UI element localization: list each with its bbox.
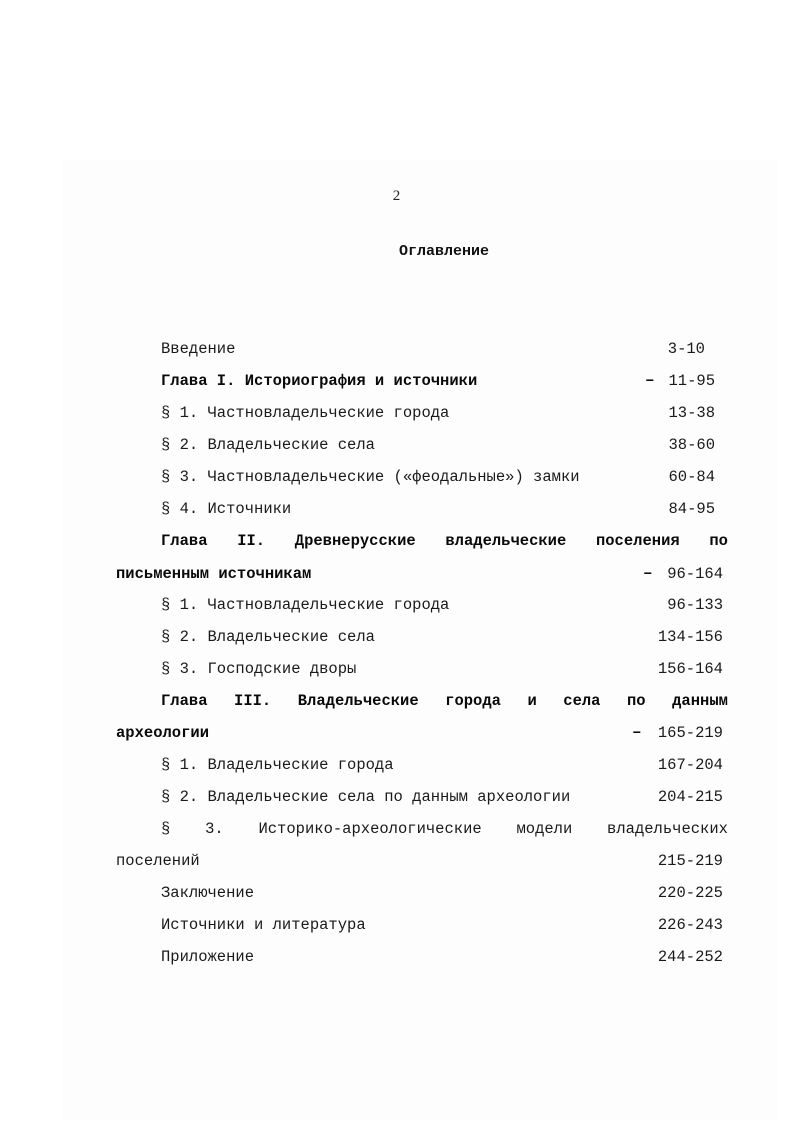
toc-entry-conclusion: Заключение <box>161 884 255 902</box>
page-number: 2 <box>392 188 401 204</box>
toc-pages-appendix: 244-252 <box>657 948 723 966</box>
toc-entry-ch2-s2: § 2. Владельческие села <box>161 628 375 646</box>
toc-pages-chapter-3: 165-219 <box>657 724 723 742</box>
toc-word: Глава <box>161 692 208 710</box>
toc-pages-ch1-s4: 84-95 <box>668 500 715 518</box>
toc-dash-chapter-3: – <box>632 723 642 741</box>
toc-word: II. <box>237 532 266 550</box>
toc-entry-ch3-s1: § 1. Владельческие города <box>161 756 394 774</box>
toc-chapter-2-line-2: письменным источникам <box>116 565 312 583</box>
toc-chapter-3-line-1 <box>161 691 728 711</box>
toc-entry-ch2-s3: § 3. Господские дворы <box>161 660 357 678</box>
toc-word: Историко-археологические <box>258 820 482 838</box>
toc-pages-ch2-s3: 156-164 <box>657 660 723 678</box>
toc-pages-conclusion: 220-225 <box>657 884 723 902</box>
toc-word: Владельческие <box>297 692 419 710</box>
toc-entry-ch1-s1: § 1. Частновладельческие города <box>161 404 450 422</box>
toc-pages-ch1-s1: 13-38 <box>668 404 715 422</box>
toc-word: города <box>445 692 501 710</box>
toc-pages-chapter-1: 11-95 <box>668 372 715 390</box>
toc-word: данным <box>672 692 728 710</box>
toc-pages-ch1-s2: 38-60 <box>668 436 715 454</box>
toc-chapter-1: Глава I. Историография и источники <box>161 372 478 390</box>
toc-pages-intro: 3-10 <box>667 340 705 358</box>
toc-word: Глава <box>161 532 208 550</box>
toc-pages-chapter-2: 96-164 <box>667 565 723 583</box>
toc-entry-sources: Источники и литература <box>161 916 366 934</box>
toc-entry-ch3-s3-line-2: поселений <box>116 852 200 870</box>
toc-word: владельческих <box>607 820 728 838</box>
toc-dash-chapter-2: – <box>643 564 653 582</box>
toc-word: модели <box>516 820 573 838</box>
toc-entry-appendix: Приложение <box>161 948 255 966</box>
toc-word: поселения <box>595 532 680 550</box>
toc-dash-chapter-1: – <box>645 371 655 389</box>
toc-word: села <box>563 692 601 710</box>
toc-entry-intro: Введение <box>161 340 236 358</box>
toc-word: и <box>527 692 537 710</box>
toc-pages-ch1-s3: 60-84 <box>668 468 715 486</box>
toc-title: Оглавление <box>398 243 489 260</box>
toc-entry-ch3-s3-line-1 <box>161 819 728 839</box>
toc-word: по <box>709 532 728 550</box>
toc-word: владельческие <box>445 532 567 550</box>
toc-word: III. <box>234 692 272 710</box>
toc-pages-sources: 226-243 <box>657 916 723 934</box>
toc-entry-ch1-s2: § 2. Владельческие села <box>161 436 375 454</box>
toc-chapter-3-line-2: археологии <box>116 724 210 742</box>
toc-word: § <box>161 820 171 838</box>
toc-entry-ch1-s3: § 3. Частновладельческие («феодальные») замки <box>161 468 580 486</box>
toc-pages-ch3-s2: 204-215 <box>657 788 723 806</box>
toc-word: по <box>627 692 646 710</box>
toc-entry-ch2-s1: § 1. Частновладельческие города <box>161 596 450 614</box>
toc-pages-ch3-s1: 167-204 <box>657 756 723 774</box>
toc-entry-ch1-s4: § 4. Источники <box>161 500 292 518</box>
toc-word: 3. <box>205 820 224 838</box>
toc-chapter-2-line-1 <box>161 531 728 551</box>
toc-pages-ch3-s3: 215-219 <box>657 852 723 870</box>
toc-pages-ch2-s1: 96-133 <box>667 596 723 614</box>
toc-word: Древнерусские <box>294 532 416 550</box>
toc-entry-ch3-s2: § 2. Владельческие села по данным археологии <box>161 788 571 806</box>
toc-pages-ch2-s2: 134-156 <box>657 628 723 646</box>
